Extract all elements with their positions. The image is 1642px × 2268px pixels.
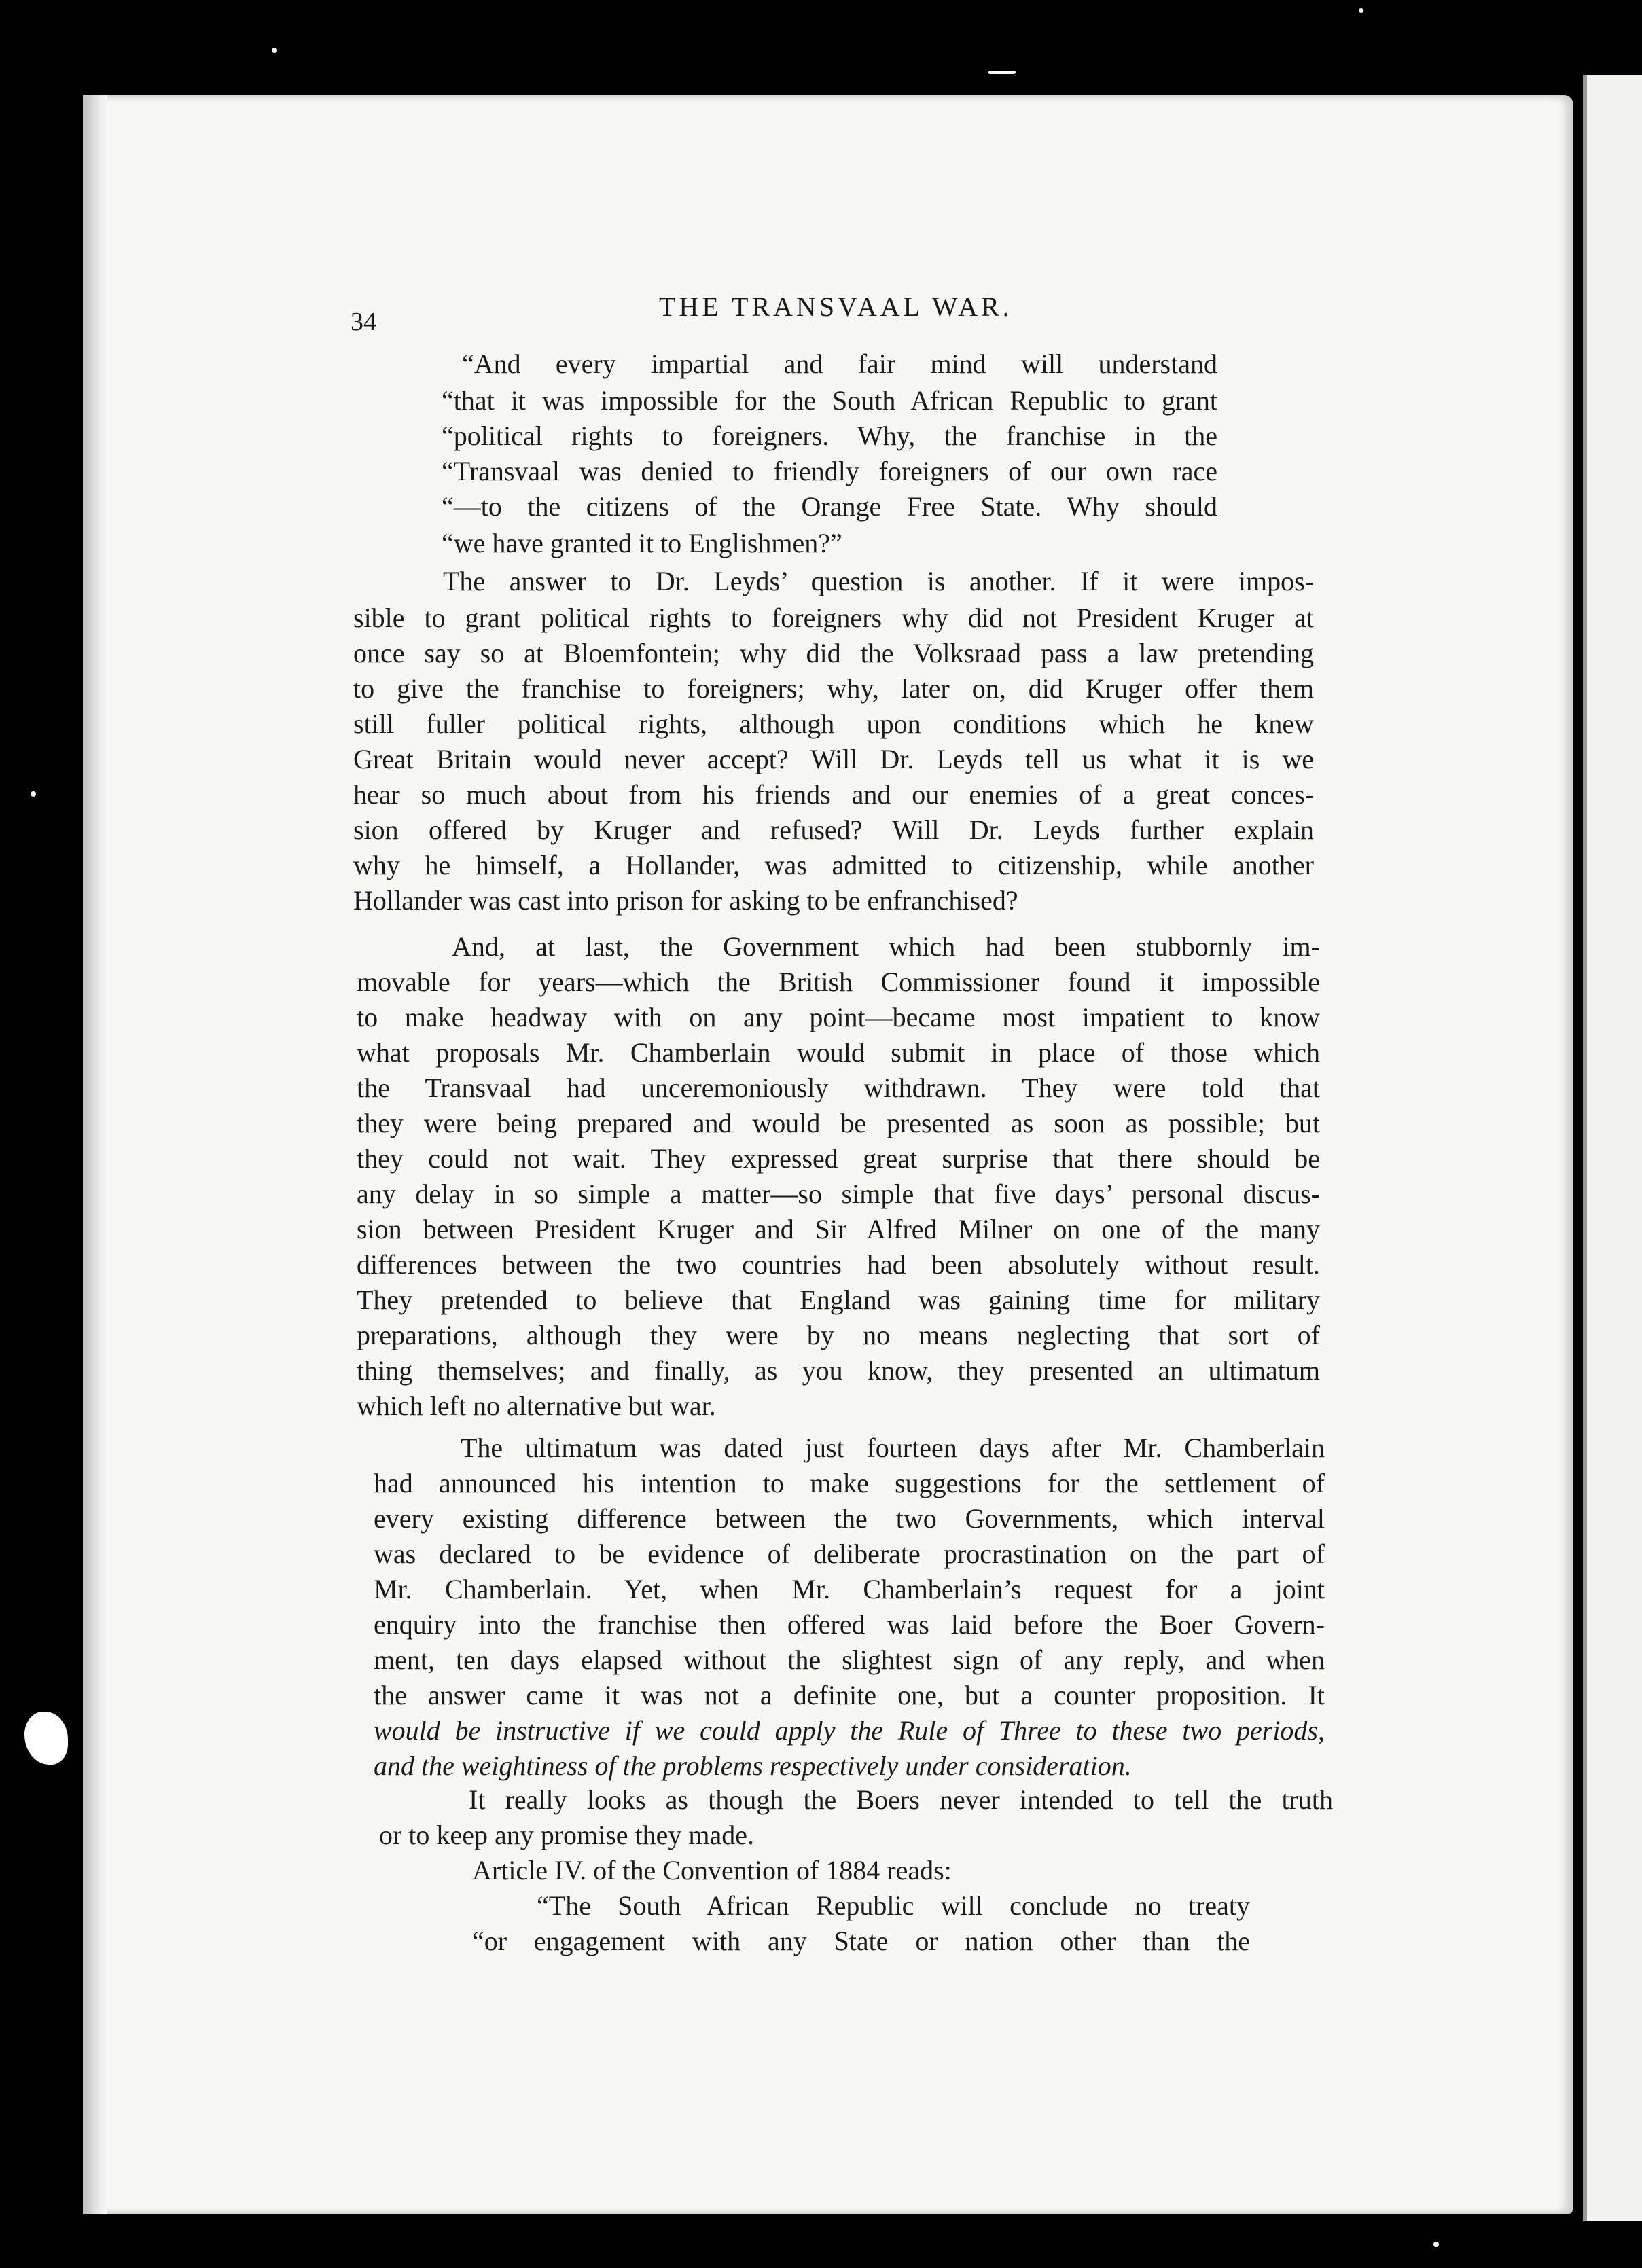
text-line: sion offered by Kruger and refused? Will Dr. Leyds further explain [353,814,1314,845]
text-line: enquiry into the franchise then offered was laid before the Boer Govern- [374,1609,1325,1640]
text-line: “—to the citizens of the Orange Free State. Why should [442,491,1217,522]
speck [1359,8,1363,13]
adjacent-page-edge [1583,75,1642,2221]
text-line: Great Britain would never accept? Will Dr. Leyds tell us what it is we [353,744,1314,774]
text-line: which left no alternative but war. [357,1390,716,1421]
page-number: 34 [351,308,376,336]
speck [1433,2242,1439,2247]
text-line: what proposals Mr. Chamberlain would submit in place of those which [357,1037,1320,1068]
speck [988,71,1016,74]
text-line: to make headway with on any point—became most impatient to know [357,1002,1320,1032]
text-line: they could not wait. They expressed great surprise that there should be [357,1143,1320,1174]
text-line: every existing difference between the two Governments, which interval [374,1503,1325,1534]
text-line: sible to grant political rights to foreigners why did not President Kruger at [353,602,1314,633]
text-line: hear so much about from his friends and our enemies of a great conces- [353,779,1314,810]
text-line: Hollander was cast into prison for asking to be enfranchised? [353,885,1018,916]
text-line: And, at last, the Government which had been stubbornly im- [452,931,1320,962]
text-line: or to keep any promise they made. [379,1820,755,1850]
text-line: they were being prepared and would be presented as soon as possible; but [357,1108,1320,1138]
text-line: The ultimatum was dated just fourteen days after Mr. Chamberlain [461,1433,1325,1463]
page-gutter [83,95,107,2214]
text-line: Mr. Chamberlain. Yet, when Mr. Chamberlain’s request for a joint [374,1574,1325,1604]
text-line: the Transvaal had unceremoniously withdrawn. They were told that [357,1073,1320,1103]
text-line: movable for years—which the British Commissioner found it impossible [357,967,1320,997]
text-line: The answer to Dr. Leyds’ question is another. If it were impos- [443,566,1314,596]
text-line: still fuller political rights, although upon conditions which he knew [353,708,1314,739]
text-line: It really looks as though the Boers never intended to tell the truth [469,1784,1333,1815]
speck [272,48,277,53]
text-line: preparations, although they were by no means neglecting that sort of [357,1320,1320,1350]
text-line: Article IV. of the Convention of 1884 reads: [472,1855,952,1886]
text-line: had announced his intention to make suggestions for the settlement of [374,1468,1325,1498]
text-line: “or engagement with any State or nation other than the [472,1926,1250,1956]
speck [31,791,36,797]
text-line: “we have granted it to Englishmen?” [442,528,842,558]
text-line: once say so at Bloemfontein; why did the Volksraad pass a law pretending [353,638,1314,668]
running-title: THE TRANSVAAL WAR. [659,291,1013,322]
text-line: the answer came it was not a definite one, but a counter proposition. It [374,1680,1325,1710]
text-line: differences between the two countries had been absolutely without result. [357,1249,1320,1280]
text-line: was declared to be evidence of deliberate procrastination on the part of [374,1538,1325,1569]
text-line: “Transvaal was denied to friendly foreigners of our own race [442,456,1217,486]
paper-blemish [24,1712,68,1765]
text-line: sion between President Kruger and Sir Alfred Milner on one of the many [357,1214,1320,1244]
text-line: and the weightiness of the problems respectively under consideration. [374,1750,1132,1781]
text-line: They pretended to believe that England was gaining time for military [357,1284,1320,1315]
text-line: to give the franchise to foreigners; why, later on, did Kruger offer them [353,673,1314,704]
text-line: “that it was impossible for the South African Republic to grant [442,385,1217,416]
text-line: any delay in so simple a matter—so simple that five days’ personal discus- [357,1178,1320,1209]
text-line: “The South African Republic will conclude no treaty [537,1890,1250,1921]
text-line: would be instructive if we could apply the Rule of Three to these two periods, [374,1715,1325,1746]
text-line: “political rights to foreigners. Why, the franchise in the [442,420,1217,451]
text-line: ment, ten days elapsed without the slightest sign of any reply, and when [374,1644,1325,1675]
text-line: why he himself, a Hollander, was admitted to citizenship, while another [353,850,1314,880]
text-line: thing themselves; and finally, as you know, they presented an ultimatum [357,1355,1320,1386]
text-line: “And every impartial and fair mind will understand [462,348,1217,379]
